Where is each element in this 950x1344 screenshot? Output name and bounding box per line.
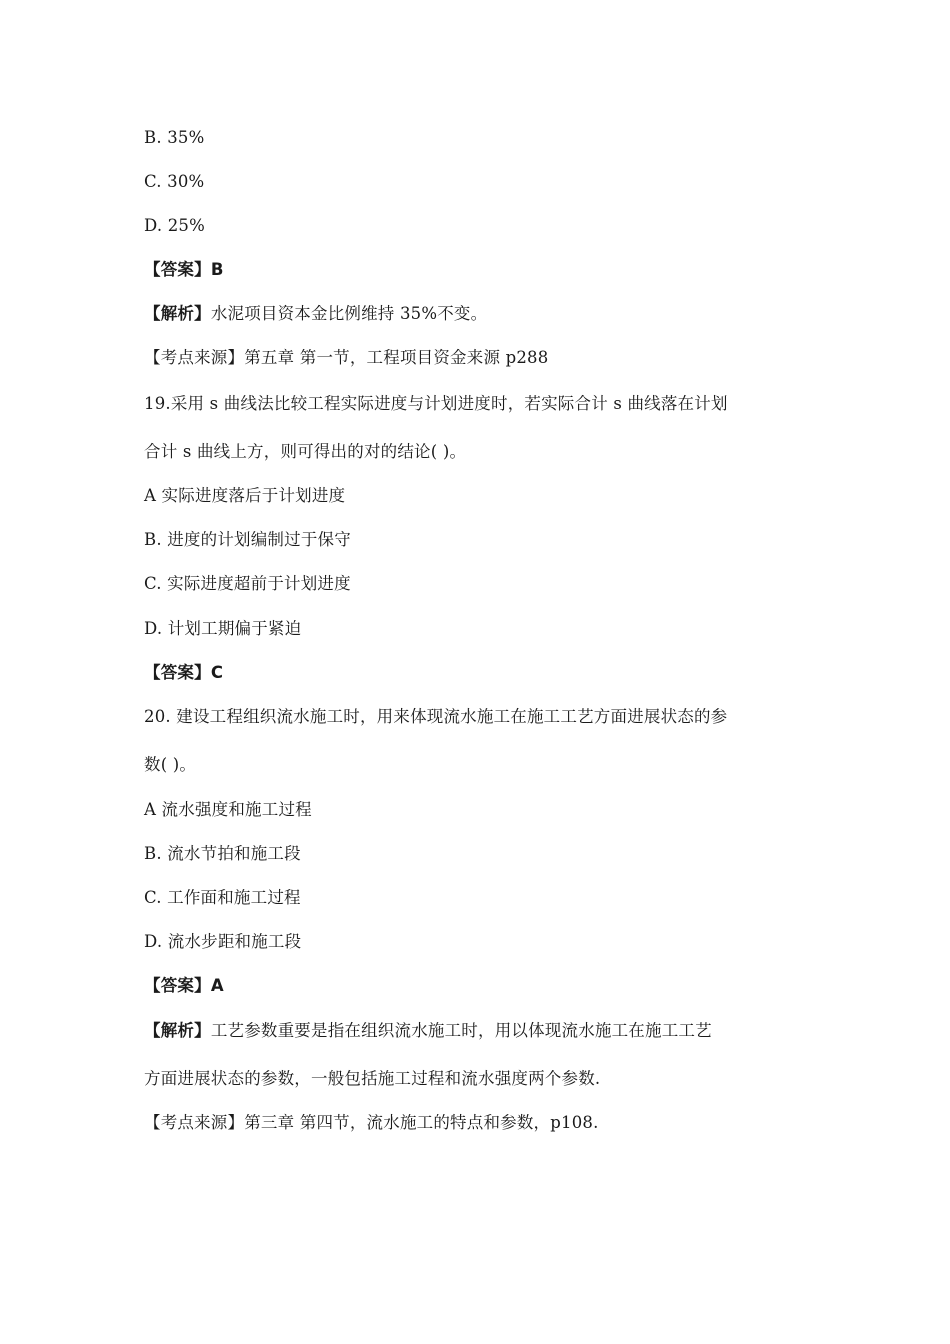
answer-tag: 【答案】 [144,663,211,682]
q18-option-b: B. 35% [144,128,205,147]
q19-option-c: C. 实际进度超前于计划进度 [144,574,351,593]
analysis-text: 水泥项目资本金比例维持 35%不变。 [210,304,488,323]
answer-tag: 【答案】 [144,976,211,995]
q20-answer [144,975,824,997]
q20-analysis-line2: 方面进展状态的参数，一般包括施工过程和流水强度两个参数. [144,1069,601,1088]
q19-answer [144,662,824,684]
answer-value: C [210,663,224,682]
q19-option-b: B. 进度的计划编制过于保守 [144,530,351,549]
q18-option-d: D. 25% [144,216,206,235]
q20-analysis-line1 [144,1020,824,1042]
q20-option-c: C. 工作面和施工过程 [144,888,301,907]
answer-value: A [210,976,224,995]
q20-option-a: A 流水强度和施工过程 [144,800,312,819]
q18-source: 【考点来源】第五章 第一节，工程项目资金来源 p288 [144,348,549,367]
q19-stem-line2: 合计 s 曲线上方，则可得出的对的结论( )。 [144,442,467,461]
q20-option-b: B. 流水节拍和施工段 [144,844,301,863]
q18-analysis [144,303,824,325]
q20-source: 【考点来源】第三章 第四节，流水施工的特点和参数，p108. [144,1113,599,1132]
q20-stem-line2: 数( )。 [144,755,197,774]
analysis-tag: 【解析】 [144,1021,211,1040]
q19-stem-line1: 19.采用 s 曲线法比较工程实际进度与计划进度时，若实际合计 s 曲线落在计划 [144,394,728,413]
analysis-text: 工艺参数重要是指在组织流水施工时，用以体现流水施工在施工工艺 [210,1021,712,1040]
analysis-tag: 【解析】 [144,304,211,323]
answer-value: B [210,260,224,279]
q18-option-c: C. 30% [144,172,205,191]
q18-answer [144,259,824,281]
q19-option-a: A 实际进度落后于计划进度 [144,486,346,505]
q20-option-d: D. 流水步距和施工段 [144,932,302,951]
q20-stem-line1: 20. 建设工程组织流水施工时，用来体现流水施工在施工工艺方面进展状态的参 [144,707,728,726]
answer-tag: 【答案】 [144,260,211,279]
q19-option-d: D. 计划工期偏于紧迫 [144,619,302,638]
